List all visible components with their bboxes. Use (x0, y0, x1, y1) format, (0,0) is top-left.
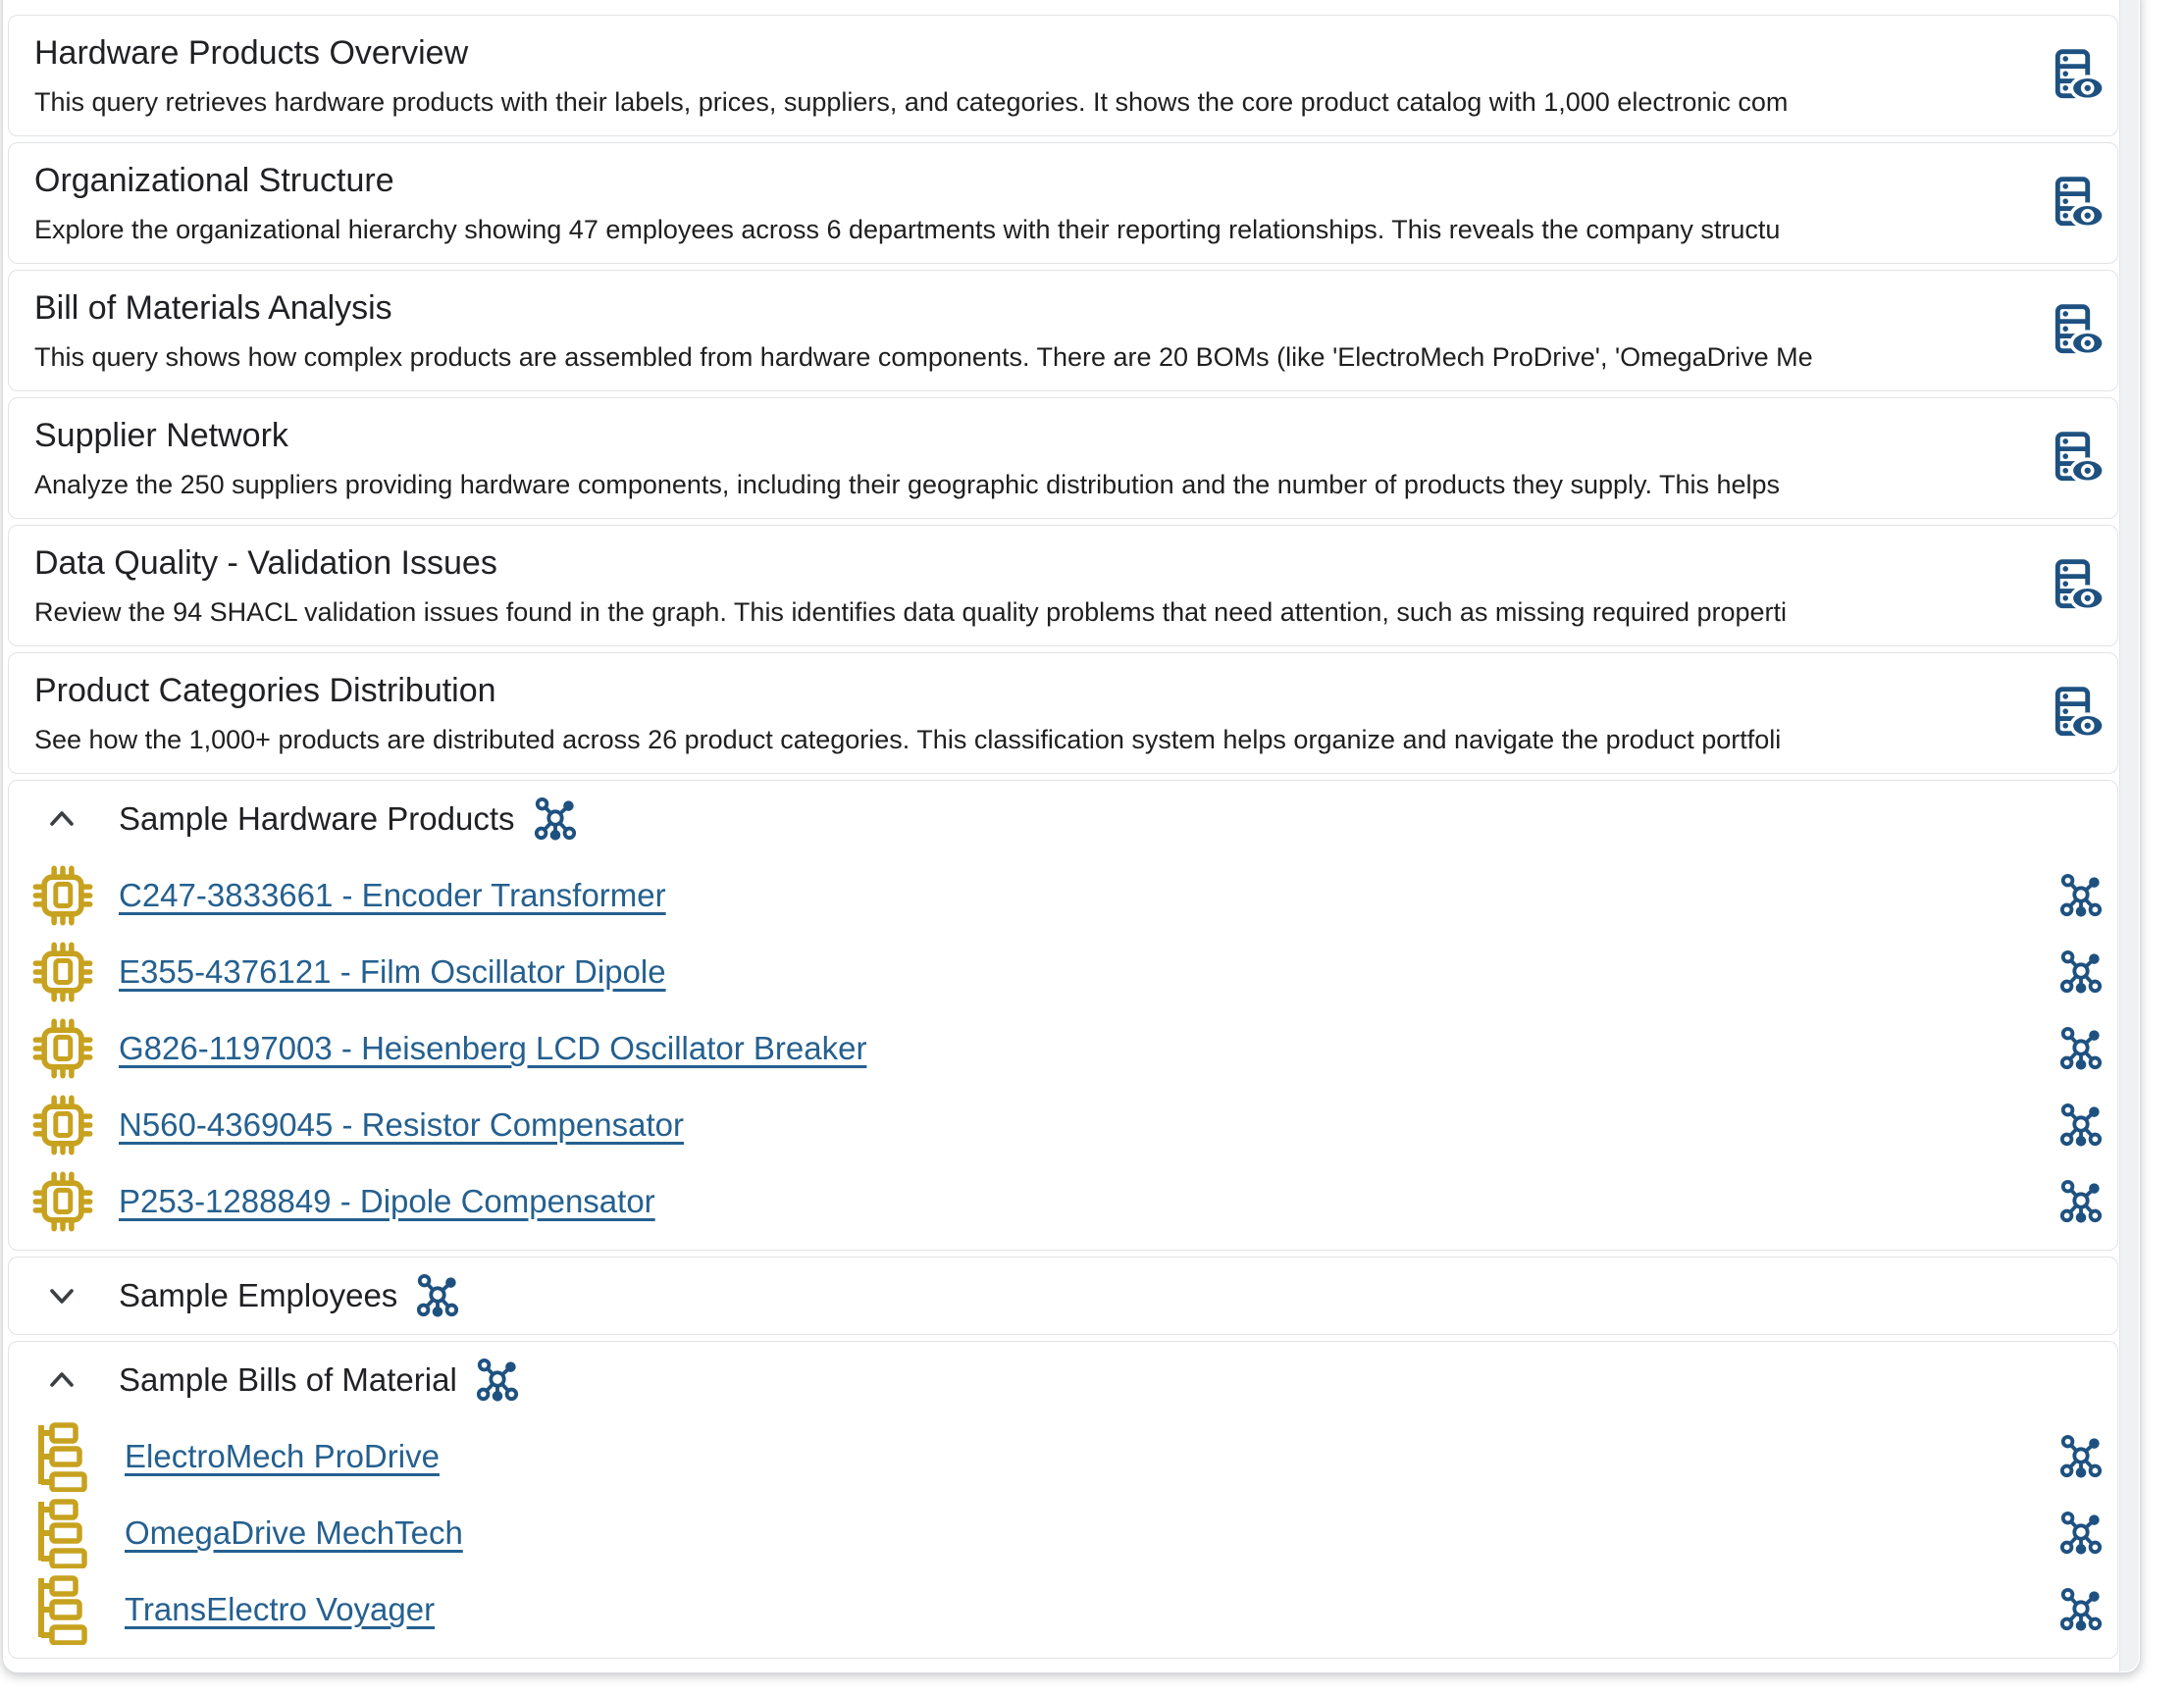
database-eye-icon[interactable] (2051, 303, 2106, 358)
database-eye-icon[interactable] (2051, 431, 2106, 486)
list-item-product (9, 1010, 2117, 1087)
product-link[interactable]: G826-1197003 - Heisenberg LCD Oscillator Breaker (119, 1030, 867, 1066)
product-link[interactable]: N560-4369045 - Resistor Compensator (119, 1106, 684, 1143)
section-header-sample-bills-of-material[interactable] (9, 1342, 2117, 1418)
graph-network-icon[interactable] (2058, 949, 2104, 995)
chip-icon (32, 942, 93, 1002)
section-sample-bills-of-material (8, 1341, 2118, 1659)
chevron-down-icon[interactable] (44, 1278, 79, 1313)
section-label: Sample Bills of Material (119, 1361, 457, 1398)
section-label: Sample Hardware Products (119, 800, 515, 837)
section-header-sample-employees[interactable] (9, 1257, 2117, 1334)
list-item-product (9, 934, 2117, 1010)
chip-icon (32, 1018, 93, 1079)
vertical-scrollbar[interactable] (2119, 0, 2139, 1671)
query-card-product-categories-distribution[interactable] (8, 652, 2118, 774)
list-item-product (9, 1163, 2117, 1240)
query-description: Review the 94 SHACL validation issues found in the graph. This identifies data quality problems that need attention, such as missing required properti (34, 597, 1788, 627)
query-title: Data Quality - Validation Issues (34, 544, 497, 582)
chevron-up-icon[interactable] (44, 1362, 79, 1398)
product-link[interactable]: P253-1288849 - Dipole Compensator (119, 1183, 655, 1219)
database-eye-icon[interactable] (2051, 48, 2106, 103)
graph-network-icon[interactable] (2058, 1179, 2104, 1224)
list-item-product (9, 1087, 2117, 1163)
query-description: This query shows how complex products are assembled from hardware components. There are 20 BOMs (like 'ElectroMech ProDrive', 'OmegaDrive Me (34, 342, 1813, 372)
query-description: Analyze the 250 suppliers providing hardware components, including their geographic distribution and the number of products they supply. This helps (34, 470, 1781, 499)
query-title: Supplier Network (34, 417, 288, 454)
query-card-text (34, 671, 2041, 755)
list-item-bom (9, 1495, 2117, 1571)
section-label: Sample Employees (119, 1277, 398, 1313)
graph-network-icon[interactable] (2058, 1587, 2104, 1632)
graph-network-icon[interactable] (2058, 1103, 2104, 1148)
chip-icon (32, 865, 93, 926)
query-card-text (34, 288, 2041, 373)
chevron-up-icon[interactable] (44, 801, 79, 837)
content-panel (2, 0, 2141, 1673)
query-card-organizational-structure[interactable] (8, 142, 2118, 264)
section-sample-hardware-products (8, 780, 2118, 1251)
query-title: Organizational Structure (34, 162, 394, 199)
product-link[interactable]: E355-4376121 - Film Oscillator Dipole (119, 953, 666, 990)
graph-network-icon[interactable] (475, 1358, 520, 1403)
query-card-text (34, 161, 2041, 245)
query-card-hardware-products-overview[interactable] (8, 15, 2118, 136)
graph-network-icon[interactable] (2058, 1434, 2104, 1479)
bom-tree-icon (32, 1574, 99, 1645)
query-description: See how the 1,000+ products are distributed across 26 product categories. This classification system helps organize and navigate the product portfoli (34, 725, 1782, 754)
product-link[interactable]: C247-3833661 - Encoder Transformer (119, 877, 666, 913)
bom-tree-icon (32, 1421, 99, 1492)
bom-link[interactable]: TransElectro Voyager (125, 1591, 436, 1627)
graph-network-icon[interactable] (2058, 1026, 2104, 1071)
bom-tree-icon (32, 1498, 99, 1568)
query-title: Hardware Products Overview (34, 34, 469, 72)
query-title: Bill of Materials Analysis (34, 289, 392, 327)
query-card-text (34, 543, 2041, 628)
chip-icon (32, 1095, 93, 1155)
database-eye-icon[interactable] (2051, 176, 2106, 231)
bom-link[interactable]: ElectroMech ProDrive (125, 1438, 440, 1474)
list-item-product (9, 857, 2117, 934)
query-card-bill-of-materials-analysis[interactable] (8, 270, 2118, 391)
list-item-bom (9, 1418, 2117, 1495)
query-description: Explore the organizational hierarchy showing 47 employees across 6 departments with their reporting relationships. This reveals the company structu (34, 215, 1781, 244)
database-eye-icon[interactable] (2051, 686, 2106, 741)
graph-network-icon[interactable] (415, 1273, 460, 1318)
graph-network-icon[interactable] (533, 796, 578, 842)
database-eye-icon[interactable] (2051, 558, 2106, 613)
bom-link[interactable]: OmegaDrive MechTech (125, 1514, 463, 1551)
query-card-data-quality-validation-issues[interactable] (8, 525, 2118, 646)
section-header-sample-hardware-products[interactable] (9, 781, 2117, 857)
graph-network-icon[interactable] (2058, 1511, 2104, 1556)
query-description: This query retrieves hardware products with their labels, prices, suppliers, and categories. It shows the core product catalog with 1,000 electronic com (34, 87, 1789, 117)
query-title: Product Categories Distribution (34, 672, 496, 709)
graph-network-icon[interactable] (2058, 873, 2104, 918)
chip-icon (32, 1171, 93, 1232)
query-card-text (34, 33, 2041, 118)
section-sample-employees (8, 1257, 2118, 1335)
query-card-supplier-network[interactable] (8, 397, 2118, 519)
query-card-text (34, 416, 2041, 500)
list-item-bom (9, 1571, 2117, 1648)
